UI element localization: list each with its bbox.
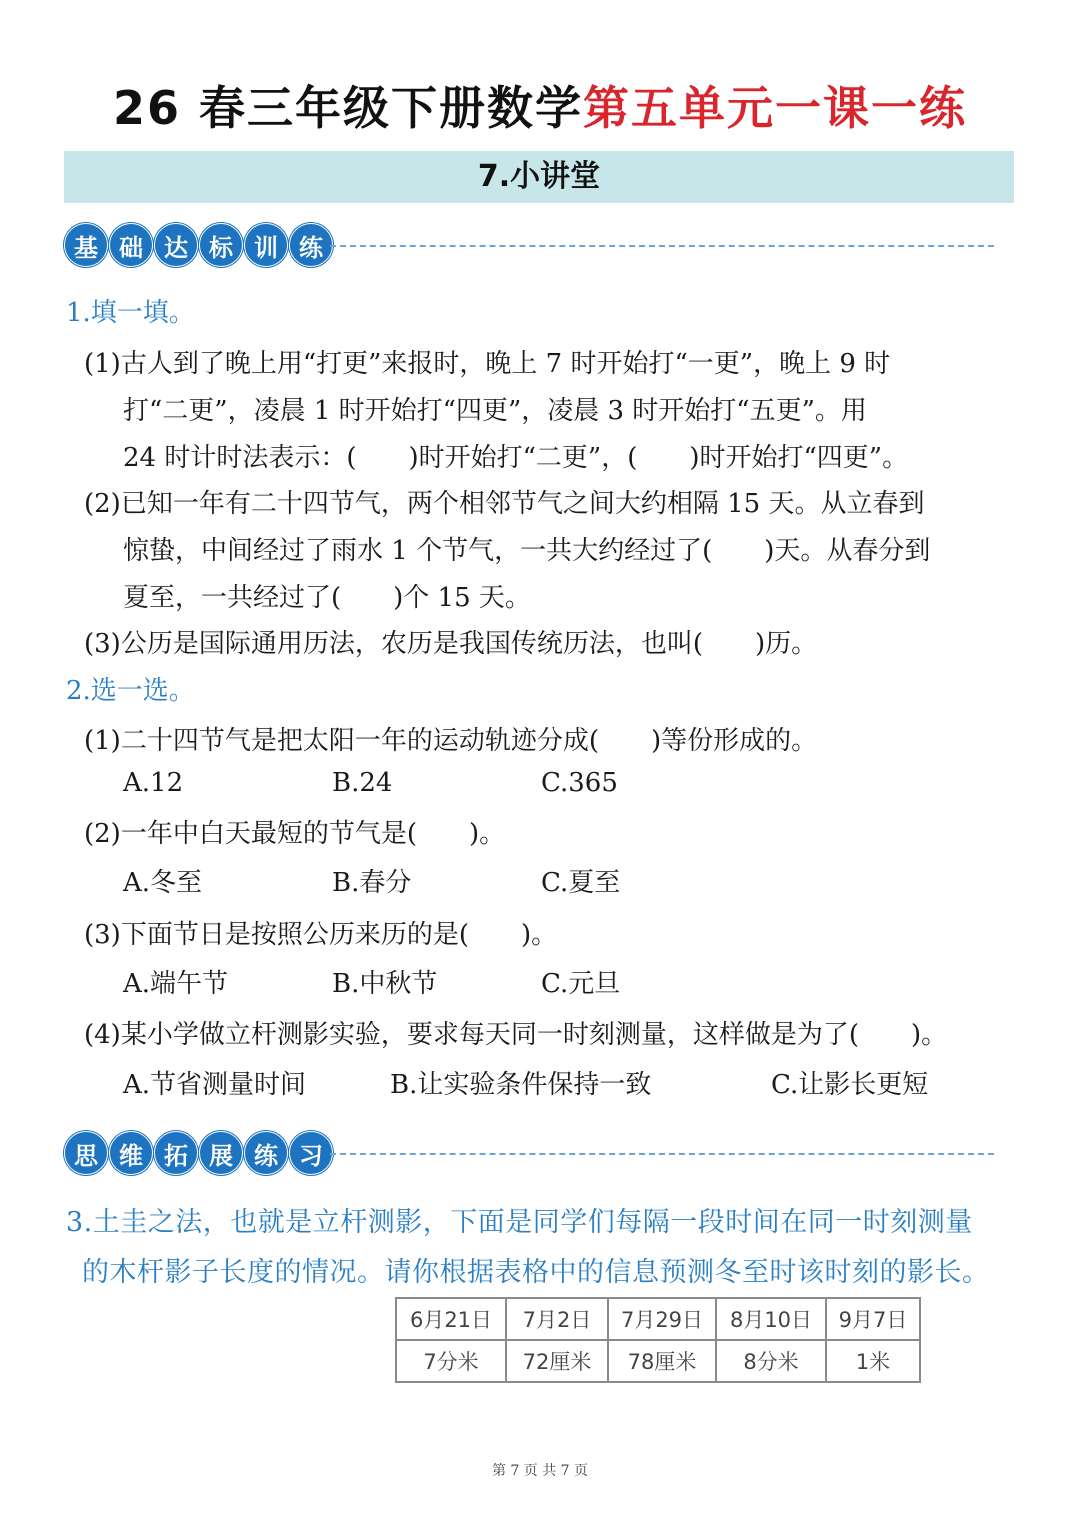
table-cell-date: 9月7日 xyxy=(826,1298,920,1340)
q1-part1-line1: (1)古人到了晚上用“打更”来报时，晚上 7 时开始打“一更”，晚上 9 时 xyxy=(84,349,891,379)
q3-line2: 的木杆影子长度的情况。请你根据表格中的信息预测冬至时该时刻的影长。 xyxy=(82,1257,990,1288)
q2-sub2-option-c: C.夏至 xyxy=(541,868,621,898)
shadow-length-table xyxy=(395,1297,921,1383)
q2-sub1-option-b: B.24 xyxy=(332,768,393,798)
section-char: 练 xyxy=(289,223,333,267)
table-cell-date: 7月29日 xyxy=(608,1298,716,1340)
table-row xyxy=(396,1340,920,1382)
q3-line1: 3.土圭之法，也就是立杆测影，下面是同学们每隔一段时间在同一时刻测量 xyxy=(66,1207,973,1238)
q2-sub1-option-a: A.12 xyxy=(123,768,184,798)
table-cell-length: 1米 xyxy=(826,1340,920,1382)
table-cell-length: 8分米 xyxy=(716,1340,826,1382)
section-char: 础 xyxy=(109,223,153,267)
section-char: 练 xyxy=(244,1131,288,1175)
q1-part1-line3: 24 时计时法表示：( )时开始打“二更”，( )时开始打“四更”。 xyxy=(123,443,909,473)
section-char: 思 xyxy=(64,1131,108,1175)
section-char: 标 xyxy=(199,223,243,267)
q2-sub3-option-a: A.端午节 xyxy=(123,969,229,999)
section-char: 达 xyxy=(154,223,198,267)
section-char: 习 xyxy=(289,1131,333,1175)
table-row xyxy=(396,1298,920,1340)
q2-sub4-option-a: A.节省测量时间 xyxy=(123,1070,307,1100)
section-char: 基 xyxy=(64,223,108,267)
q2-sub4: (4)某小学做立杆测影实验，要求每天同一时刻测量，这样做是为了( )。 xyxy=(84,1020,948,1050)
q2-sub4-option-c: C.让影长更短 xyxy=(771,1070,929,1100)
q2-sub1: (1)二十四节气是把太阳一年的运动轨迹分成( )等份形成的。 xyxy=(84,726,818,756)
section-char: 拓 xyxy=(154,1131,198,1175)
question-2-title: 2.选一选。 xyxy=(66,676,195,706)
q2-sub4-option-b: B.让实验条件保持一致 xyxy=(390,1070,652,1100)
section-char: 展 xyxy=(199,1131,243,1175)
title-main: 26 春三年级下册数学 xyxy=(112,81,584,135)
title-unit: 第五单元一课一练 xyxy=(583,81,968,135)
q2-sub3-option-c: C.元旦 xyxy=(541,969,621,999)
q2-sub2-option-b: B.春分 xyxy=(332,868,412,898)
q1-part2-line2: 惊蛰，中间经过了雨水 1 个节气，一共大约经过了( )天。从春分到 xyxy=(123,536,931,566)
table-cell-date: 7月2日 xyxy=(506,1298,608,1340)
table-cell-date: 6月21日 xyxy=(396,1298,506,1340)
dashed-divider xyxy=(330,1153,994,1155)
q2-sub3-option-b: B.中秋节 xyxy=(332,969,438,999)
table-cell-length: 72厘米 xyxy=(506,1340,608,1382)
section-char: 训 xyxy=(244,223,288,267)
dashed-divider xyxy=(330,245,994,247)
table-cell-length: 7分米 xyxy=(396,1340,506,1382)
q2-sub1-option-c: C.365 xyxy=(541,768,618,798)
q1-part2-line1: (2)已知一年有二十四节气，两个相邻节气之间大约相隔 15 天。从立春到 xyxy=(84,489,925,519)
q1-part2-line3: 夏至，一共经过了( )个 15 天。 xyxy=(123,583,531,613)
question-1-title: 1.填一填。 xyxy=(66,298,195,328)
section-header-basic xyxy=(64,223,994,267)
table-cell-length: 78厘米 xyxy=(608,1340,716,1382)
lesson-title: 7.小讲堂 xyxy=(64,151,1014,203)
section-char: 维 xyxy=(109,1131,153,1175)
page-title xyxy=(0,72,1080,138)
q2-sub2-option-a: A.冬至 xyxy=(123,868,203,898)
q2-sub3: (3)下面节日是按照公历来历的是( )。 xyxy=(84,920,558,950)
q2-sub2: (2)一年中白天最短的节气是( )。 xyxy=(84,819,506,849)
table-cell-date: 8月10日 xyxy=(716,1298,826,1340)
q1-part3: (3)公历是国际通用历法，农历是我国传统历法，也叫( )历。 xyxy=(84,629,818,659)
page-number: 第 7 页 共 7 页 xyxy=(491,1463,589,1479)
q1-part1-line2: 打“二更”，凌晨 1 时开始打“四更”，凌晨 3 时开始打“五更”。用 xyxy=(123,396,867,426)
section-header-extension xyxy=(64,1131,994,1175)
